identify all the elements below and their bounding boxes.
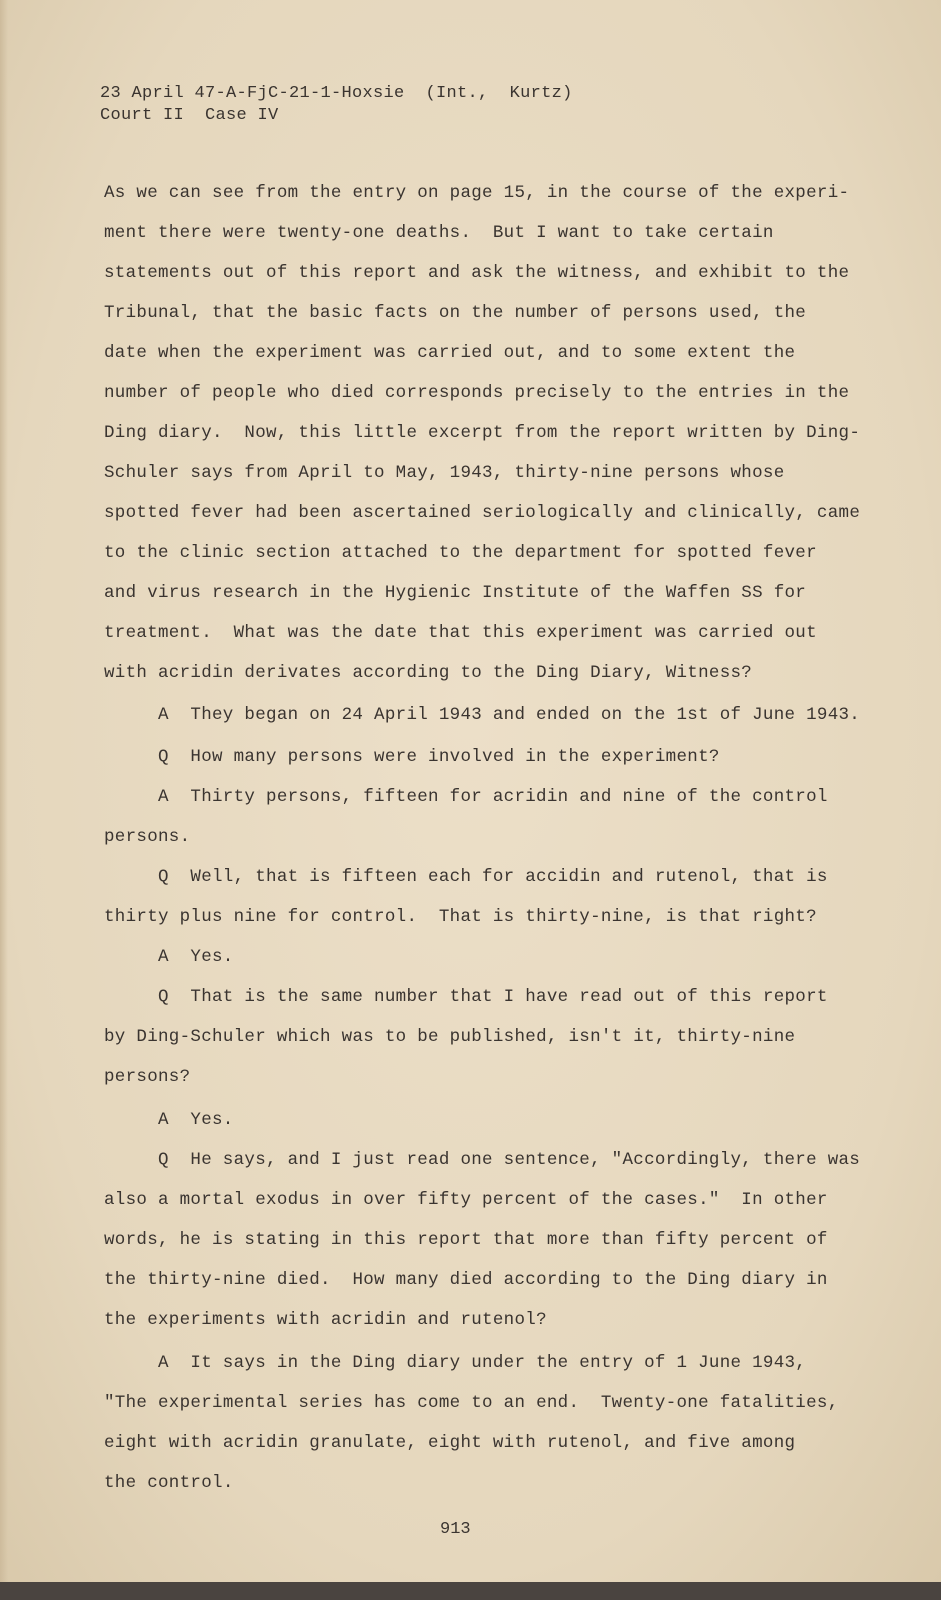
scan-bottom-border [0,1582,941,1600]
header-reference-line: 23 April 47-A-FjC-21-1-Hoxsie (Int., Kurtz) [100,84,573,103]
transcript-line: also a mortal exodus in over fifty percent of the cases." In other [104,1190,828,1210]
transcript-line: Tribunal, that the basic facts on the number of persons used, the [104,303,807,323]
transcript-line: persons. [104,827,191,847]
transcript-line: to the clinic section attached to the department for spotted fever [104,543,817,563]
header-court-case: Court II Case IV [100,106,279,125]
transcript-line: Ding diary. Now, this little excerpt from the report written by Ding- [104,423,861,443]
transcript-line: Q Well, that is fifteen each for accidin and rutenol, that is [158,867,828,887]
transcript-line: A It says in the Ding diary under the entry of 1 June 1943, [158,1353,807,1373]
transcript-line: and virus research in the Hygienic Institute of the Waffen SS for [104,583,807,603]
transcript-line: persons? [104,1067,191,1087]
transcript-line: A Thirty persons, fifteen for acridin and nine of the control [158,787,828,807]
transcript-line: the control. [104,1473,234,1493]
transcript-line: date when the experiment was carried out, and to some extent the [104,343,796,363]
transcript-line: number of people who died corresponds precisely to the entries in the [104,383,850,403]
transcript-line: Q He says, and I just read one sentence, "Accordingly, there was [158,1150,861,1170]
paper-edge [0,0,8,1582]
transcript-line: statements out of this report and ask the witness, and exhibit to the [104,263,850,283]
transcript-line: treatment. What was the date that this experiment was carried out [104,623,817,643]
transcript-line: Schuler says from April to May, 1943, thirty-nine persons whose [104,463,785,483]
transcript-line: A Yes. [158,1110,234,1130]
transcript-line: A Yes. [158,947,234,967]
transcript-line: Q How many persons were involved in the experiment? [158,747,720,767]
transcript-line: the experiments with acridin and rutenol? [104,1310,547,1330]
transcript-line: As we can see from the entry on page 15, in the course of the experi- [104,183,850,203]
transcript-line: A They began on 24 April 1943 and ended on the 1st of June 1943. [158,705,861,725]
transcript-line: spotted fever had been ascertained seriologically and clinically, came [104,503,861,523]
transcript-line: ment there were twenty-one deaths. But I want to take certain [104,223,774,243]
transcript-line: eight with acridin granulate, eight with rutenol, and five among [104,1433,796,1453]
transcript-line: thirty plus nine for control. That is thirty-nine, is that right? [104,907,817,927]
transcript-line: words, he is stating in this report that more than fifty percent of [104,1230,828,1250]
page-number: 913 [440,1520,471,1539]
transcript-line: Q That is the same number that I have read out of this report [158,987,828,1007]
transcript-line: "The experimental series has come to an end. Twenty-one fatalities, [104,1393,839,1413]
transcript-line: the thirty-nine died. How many died according to the Ding diary in [104,1270,828,1290]
transcript-line: with acridin derivates according to the Ding Diary, Witness? [104,663,753,683]
transcript-line: by Ding-Schuler which was to be published, isn't it, thirty-nine [104,1027,796,1047]
